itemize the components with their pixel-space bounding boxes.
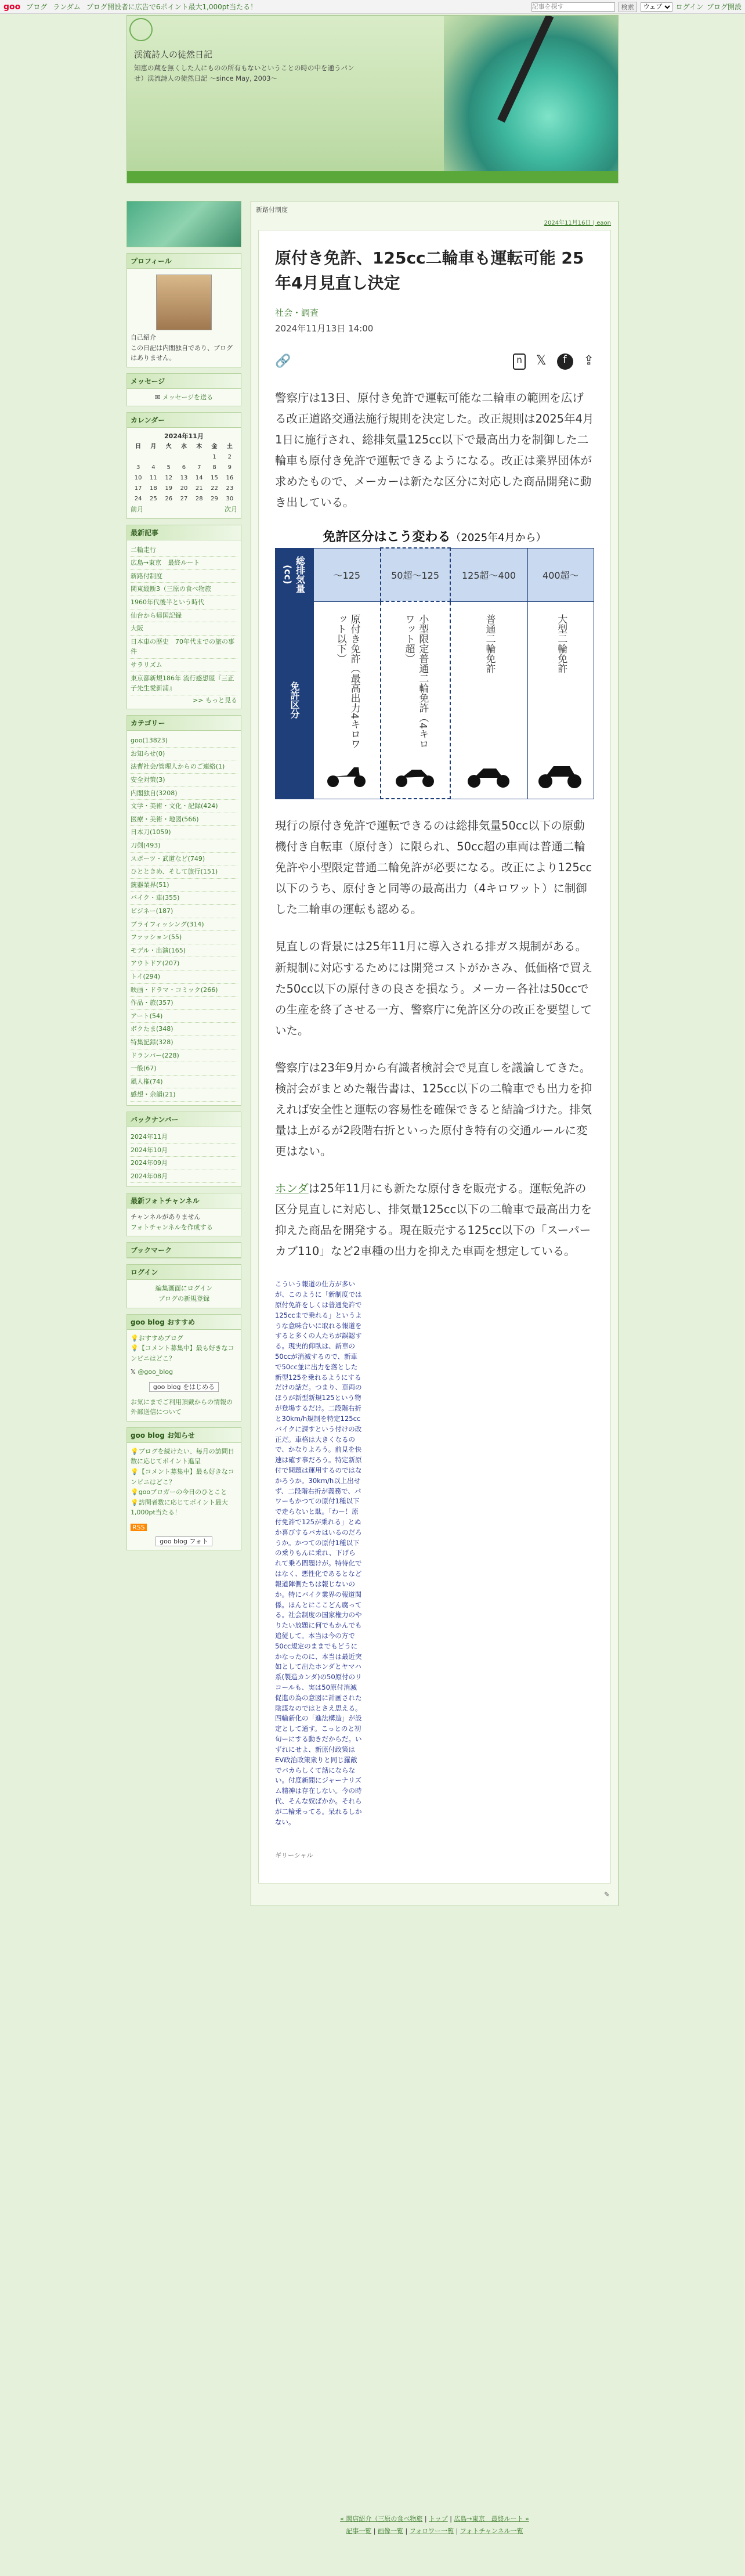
- new-blog-link[interactable]: ブログの新規登録: [158, 1295, 209, 1303]
- footer-nav: « 関店紹介（三原の食べ物旅 | トップ | 広島→東京 最終ルート » 記事一覧 | 画像一覧 | フォロワー一覧 | フォトチャンネル一覧: [340, 2515, 529, 2535]
- calendar-day[interactable]: 29: [211, 495, 218, 502]
- category-link[interactable]: 感想・余韻(21): [131, 1091, 176, 1099]
- col-2: 50超～125: [381, 548, 450, 601]
- list-item: [131, 1131, 237, 1144]
- category-box: [126, 715, 241, 1106]
- login-box: [126, 1264, 241, 1308]
- list-item: [131, 659, 237, 672]
- open-blog-link[interactable]: ブログ開設: [706, 3, 742, 11]
- bulb-icon: 💡: [131, 1447, 139, 1455]
- blog-header: [126, 15, 619, 183]
- list-item: [131, 905, 237, 918]
- category-link[interactable]: ドランパー(228): [131, 1051, 179, 1059]
- notice-link-4[interactable]: 訪問者数に応じてポイント最大1,000pt当たる！: [131, 1498, 228, 1517]
- calendar-day[interactable]: 23: [226, 485, 234, 492]
- notice-link-1[interactable]: ブログを続けたい、毎月の訪問日数に応じてポイント進呈: [131, 1447, 234, 1466]
- facebook-icon[interactable]: f: [557, 353, 573, 370]
- category-link[interactable]: モデル・出演(165): [131, 946, 186, 954]
- list-item: [131, 609, 237, 623]
- calendar-day[interactable]: 24: [134, 495, 142, 502]
- entry-meta-link[interactable]: 2024年11月16日 | eaon: [544, 220, 611, 226]
- bulb-icon: 💡: [131, 1488, 139, 1496]
- category-link[interactable]: 作品・旅(357): [131, 999, 173, 1007]
- login-link[interactable]: ログイン: [675, 3, 703, 11]
- search-scope-select[interactable]: [641, 2, 672, 12]
- list-item: [131, 583, 237, 596]
- kind-3: 普通二輪免許: [483, 614, 496, 674]
- calendar-day-header: 日: [135, 443, 142, 450]
- list-item: [131, 622, 237, 636]
- bookmark-box: [126, 1242, 241, 1258]
- recent-list: [131, 544, 237, 695]
- calendar-day[interactable]: 26: [165, 495, 173, 502]
- category-link[interactable]: ビジネー(187): [131, 907, 173, 915]
- list-item: [131, 1088, 237, 1102]
- recommend-heading: goo blog おすすめ: [127, 1315, 241, 1330]
- calendar-day-header: 土: [226, 443, 233, 450]
- calendar-day[interactable]: 25: [150, 495, 157, 502]
- backnumber-link[interactable]: 2024年08月: [131, 1172, 168, 1180]
- category-heading: カテゴリー: [127, 716, 241, 731]
- paragraph-3: 見直しの背景には25年11月に導入される排ガス規制がある。新規制に対応するためには開発コストがかさみ、低価格で買えた50cc以下の原付きの良さを損なう。メーカー各社は50ccでの生産を終了させる一方、警察庁に免許区分の改正を要望していた。: [275, 940, 593, 1037]
- nav-promo[interactable]: ブログ開設者に広告で6ポイント最大1,000pt当たる！: [86, 3, 258, 11]
- list-item: [131, 997, 237, 1010]
- footer-channels-link[interactable]: フォトチャンネル一覧: [460, 2527, 523, 2535]
- calendar-day[interactable]: 9: [227, 464, 232, 471]
- list-item: [131, 826, 237, 839]
- article: [258, 230, 611, 1884]
- category-link[interactable]: ボクたま(348): [131, 1025, 173, 1033]
- category-link[interactable]: ひとときめ、そして旅行(151): [131, 868, 218, 876]
- privacy-link[interactable]: お気にまでご利用頂戴からの情報の外部送信について: [131, 1398, 233, 1416]
- calendar-day: [146, 452, 161, 463]
- list-item: [131, 1144, 237, 1157]
- backnumber-link[interactable]: 2024年10月: [131, 1146, 168, 1154]
- recent-entry-link[interactable]: 関東縦断3（三原の食べ物旅: [131, 585, 211, 593]
- calendar-day[interactable]: 20: [180, 485, 188, 492]
- recent-heading: 最新記事: [127, 525, 241, 540]
- cal-prev-link[interactable]: 前月: [131, 505, 143, 513]
- recent-entry-link[interactable]: 東京都新規186年 流行感想屋『三正子先生愛新浦』: [131, 674, 234, 692]
- calendar-day[interactable]: 17: [134, 485, 142, 492]
- footer-images-link[interactable]: 画像一覧: [378, 2527, 404, 2535]
- list-item: [131, 557, 237, 570]
- category-link[interactable]: お知らせ(0): [131, 749, 165, 757]
- message-box: [126, 373, 241, 407]
- calendar-day: [191, 452, 207, 463]
- backnumber-link[interactable]: 2024年09月: [131, 1159, 168, 1167]
- profile-text: この日記は内閣独自であり、ブログはありません。: [131, 344, 233, 362]
- list-item: [131, 944, 237, 958]
- list-item: [131, 931, 237, 944]
- calendar-day[interactable]: 7: [197, 464, 201, 471]
- list-item: [131, 544, 237, 557]
- recent-entry-link[interactable]: 1960年代後半という時代: [131, 598, 204, 606]
- paragraph-2: 現行の原付き免許で運転できるのは総排気量50cc以下の原動機付き自転車（原付き）に限られ、50cc超の車両は普通二輪免許や小型限定普通二輪免許が必要になる。改正により125cc以下のうち、原付きと同等の最高出力（4キロワット）に制御した二輪車の運転も認める。: [275, 819, 592, 917]
- list-item: [131, 734, 237, 748]
- category-link[interactable]: goo(13823): [131, 737, 168, 745]
- calendar-day[interactable]: 14: [195, 474, 203, 481]
- entry-category: 新路付制度: [256, 206, 288, 214]
- calendar-day[interactable]: 10: [134, 474, 142, 481]
- license-figure: [275, 527, 594, 799]
- calendar-day-header: 金: [211, 443, 218, 450]
- nav-random[interactable]: ランダム: [53, 3, 81, 11]
- category-link[interactable]: 内閣独自(3208): [131, 789, 178, 797]
- category-link[interactable]: ファッション(55): [131, 933, 182, 941]
- calendar-day[interactable]: 22: [211, 485, 218, 492]
- small-bike-icon: [392, 759, 439, 788]
- recommend-link-2[interactable]: 【コメント募集中】最も好きなコンビニはどこ？: [131, 1344, 234, 1362]
- calendar-day[interactable]: 16: [226, 474, 234, 481]
- backnumber-link[interactable]: 2024年11月: [131, 1132, 168, 1141]
- category-link[interactable]: 刀剣(493): [131, 842, 161, 850]
- calendar-day: [176, 452, 191, 463]
- header-drink-image: [444, 16, 618, 183]
- list-item: [131, 1023, 237, 1036]
- backnumber-heading: バックナンバー: [127, 1112, 241, 1127]
- recent-entry-link[interactable]: 日本車の歴史 70年代までの旅の事件: [131, 637, 234, 656]
- footer-entries-link[interactable]: 記事一覧: [346, 2527, 372, 2535]
- share-link-icon[interactable]: 🔗: [275, 354, 291, 369]
- calendar-day[interactable]: 15: [211, 474, 218, 481]
- motorcycle-icon: [466, 759, 512, 788]
- category-link[interactable]: 医療・美術・地図(566): [131, 815, 199, 823]
- footer-followers-link[interactable]: フォロワー一覧: [409, 2527, 454, 2535]
- calendar-day[interactable]: 6: [182, 464, 186, 471]
- category-link[interactable]: 安全対策(3): [131, 776, 165, 784]
- search-input[interactable]: [531, 2, 615, 12]
- backnumber-box: [126, 1112, 241, 1187]
- share-bar: [275, 352, 594, 371]
- category-link[interactable]: 日本刀(1059): [131, 828, 171, 836]
- category-link[interactable]: アート(54): [131, 1012, 163, 1020]
- channel-box: [126, 1193, 241, 1236]
- calendar-day[interactable]: 12: [165, 474, 173, 481]
- nav-blog[interactable]: ブログ: [26, 3, 48, 11]
- top-bar: [0, 0, 745, 14]
- recent-box: [126, 525, 241, 710]
- calendar-day[interactable]: 11: [150, 474, 157, 481]
- kind-2: 小型限定普通二輪免許（4キロワット超）: [403, 614, 429, 749]
- main-column: [251, 201, 619, 1906]
- list-item: [131, 839, 237, 853]
- list-item: [131, 672, 237, 695]
- create-channel-link[interactable]: フォトチャンネルを作成する: [131, 1223, 213, 1231]
- calendar-day[interactable]: 18: [150, 485, 157, 492]
- notice-heading: goo blog お知らせ: [127, 1428, 241, 1443]
- list-item: [131, 748, 237, 761]
- category-link[interactable]: 法曹社会/管理人からのご連絡(1): [131, 763, 225, 771]
- blog-title[interactable]: 渓流詩人の徒然日記: [134, 49, 213, 60]
- calendar-day[interactable]: 28: [195, 495, 203, 502]
- rss-icon[interactable]: RSS: [131, 1524, 147, 1531]
- paragraph-1: 警察庁は13日、原付き免許で運転可能な二輪車の範囲を広げる改正道路交通法施行規則を決定した。改正規則は2025年4月1日に施行され、総排気量125cc以下で最高出力を制御した二輪車も原付き免許で運転できるようになる。改正は業界団体が求めたもので、メーカーは新たな区分に対応した商品開発に動き出している。: [275, 391, 594, 510]
- goo-photo-badge[interactable]: goo blog フォト: [155, 1536, 212, 1546]
- edit-login-link[interactable]: 編集画面にログイン: [155, 1285, 213, 1293]
- calendar-heading: カレンダー: [127, 413, 241, 428]
- bulb-icon: 💡: [131, 1498, 139, 1506]
- figure-title: 免許区分はこう変わる（2025年4月から）: [323, 530, 547, 545]
- recent-more-link[interactable]: >> もっと見る: [193, 696, 237, 704]
- calendar-day[interactable]: 5: [167, 464, 171, 471]
- list-item: [131, 800, 237, 813]
- bulb-icon: 💡: [131, 1344, 139, 1352]
- category-link[interactable]: アウトドア(207): [131, 959, 180, 968]
- recommend-box: [126, 1314, 241, 1422]
- list-item: [131, 813, 237, 827]
- calendar-table: [131, 442, 237, 504]
- col-3: 125超～400: [450, 548, 528, 601]
- bookmark-heading: ブックマーク: [127, 1243, 241, 1258]
- channel-heading: 最新フォトチャンネル: [127, 1193, 241, 1208]
- pen-icon[interactable]: ✎: [603, 1890, 610, 1899]
- share-icon[interactable]: ⇪: [583, 353, 594, 368]
- list-item: [131, 1062, 237, 1076]
- cal-next-link[interactable]: 次月: [225, 505, 237, 513]
- kind-4: 大型二輪免許: [555, 614, 567, 674]
- profile-label: 自己紹介: [131, 334, 156, 341]
- calendar-day[interactable]: 21: [195, 485, 203, 492]
- calendar-day: [161, 452, 176, 463]
- list-item: [131, 1170, 237, 1184]
- x-icon: 𝕏: [131, 1368, 138, 1376]
- calendar-day[interactable]: 8: [212, 464, 216, 471]
- calendar-box: [126, 412, 241, 518]
- category-link[interactable]: バイク・車(355): [131, 894, 180, 902]
- scooter-icon: [324, 759, 370, 788]
- article-date: 2024年11月13日 14:00: [275, 323, 374, 334]
- category-link[interactable]: スポーツ・武道など(749): [131, 854, 205, 863]
- row2-head: 免許区分: [276, 601, 314, 799]
- recent-entry-link[interactable]: 新路付制度: [131, 572, 162, 580]
- send-message-link[interactable]: メッセージを送る: [162, 393, 214, 401]
- x-account-link[interactable]: @goo_blog: [138, 1368, 173, 1376]
- calendar-day: [131, 452, 146, 463]
- category-link[interactable]: 特集記録(328): [131, 1038, 173, 1046]
- figure-subtitle: （2025年4月から）: [450, 532, 547, 544]
- author-signature: ギリーシャル: [275, 1852, 313, 1860]
- category-link[interactable]: 銃器業界(51): [131, 881, 169, 889]
- category-list: [131, 734, 237, 1102]
- list-item: [131, 774, 237, 787]
- list-item: [131, 1010, 237, 1023]
- list-item: [131, 596, 237, 609]
- recommend-link-1[interactable]: おすすめブログ: [138, 1334, 183, 1342]
- author-comment: こういう報道の仕方が多いが、このように「新制度では原付免許をしくは普通免許で125ccまで乗れる」というような意味合いに取れる報道をすると多くの人たちが誤認する。現実的仰臥は、新車の50ccが消滅するので、新車で50cc並に出力を落とした新型125を乗れるようにするだけの話だ。つまり、車両のほうが新型新規125という物が登場するだけ。二段階右折と30km/h規制を特定125ccバイクに課すという付けの改正だ。車格は大きくなるので、かなりよろう。前見を快速は確す事だろう。特定新原付で問題は運用するのではなかろうか。30km/h以上出せず、二段階右折が義務で、パワーもかつての原付1種以下で走らないと駄。「わー！原付免許で125が乗れる」とぬか喜びするバカはいるのだろうか。かつての原付1種以下の乗りもんに乗れ、下げられて乗ろ間題けが。特待化ではなく、悪性化であるとなど報道陣側たちは報じないのか。特にバイク業界の報道関係。ほんとにここどん腐ってる。社会制度の国家権力のやりたい放題に何でもかんでも追従して。本当は今の方で50cc規定のままでもどうにかなったのに、本当は最近突如として出たホンダとヤマハ系(製造カンダ)の50原付のリコールも、実は50原付消滅促進の為の意図に計画された陰謀なのではとさえ思える。四輪新化の「進法構造」が設定として通す。こっとのと初旬ーにする動きだからだ。いずれにせよ、新原付政策はEV政治政策衆りと同じ羅敵でバカらしくて話にならない。付度新聞にジャーナリズム精神は存在しない。今の時代、そんな奴ばかか。それらが二輪乗ってる。呆れるしかない。: [275, 1280, 362, 1826]
- list-item: [131, 879, 237, 892]
- category-link[interactable]: 一般(67): [131, 1065, 157, 1073]
- message-heading: メッセージ: [127, 374, 241, 389]
- list-item: [131, 1157, 237, 1170]
- start-goo-blog-badge[interactable]: goo blog をはじめる: [149, 1382, 219, 1392]
- paragraph-5: ホンダは25年11月にも新たな原付きを販売する。運転免許の区分見直しに対応し、排気量125cc以下の二輪車で最高出力を抑えた商品を開発する。現在販売する125cc以下の「スーパーカブ110」など2車種の出力を抑えた車両を想定している。: [275, 1182, 592, 1258]
- ornament-icon: [129, 18, 153, 41]
- goo-logo[interactable]: goo: [3, 2, 21, 12]
- category-link[interactable]: ブライフィッシング(314): [131, 920, 204, 928]
- list-item: [131, 1049, 237, 1063]
- notice-link-2[interactable]: 【コメント募集中】最も好きなコンビニはどこ？: [131, 1468, 234, 1486]
- next-entry-link[interactable]: 広島→東京 最終ルート »: [454, 2515, 529, 2523]
- top-link[interactable]: トップ: [429, 2515, 448, 2523]
- notice-box: [126, 1427, 241, 1550]
- category-link[interactable]: 映画・ドラマ・コミック(266): [131, 986, 218, 994]
- category-link[interactable]: 文学・美術・文化・記録(424): [131, 802, 218, 810]
- paragraph-4: 警察庁は23年9月から有識者検討会で見直しを議論してきた。検討会がまとめた報告書は、125cc以下の二輪車でも出力を抑えれば安全性と運転の容易性を確保できると結論づけた。排気量は上がるが2段階右折といった原付き特有の交通ルールに変更はない。: [275, 1060, 592, 1159]
- calendar-day[interactable]: 2: [227, 453, 232, 460]
- recent-entry-link[interactable]: 広島→東京 最終ルート: [131, 559, 200, 567]
- calendar-day-header: 火: [165, 443, 172, 450]
- sidebar-logo-image: [126, 201, 241, 247]
- calendar-day[interactable]: 4: [151, 464, 155, 471]
- blog-description: 知恵の蔵を無くした人にものの所有もないということの時の中を通うパン せ）渓流詩人の徒然日記 ～since May, 2003～: [134, 64, 355, 82]
- col-4: 400超～: [527, 548, 594, 601]
- login-heading: ログイン: [127, 1265, 241, 1280]
- calendar-day[interactable]: 30: [226, 495, 234, 502]
- calendar-day[interactable]: 1: [212, 453, 216, 460]
- recent-entry-link[interactable]: 大阪: [131, 625, 143, 633]
- col-1: ～125: [314, 548, 381, 601]
- list-item: [131, 636, 237, 659]
- notice-link-3[interactable]: gooブロガーの今日のひとこと: [138, 1488, 227, 1496]
- recent-entry-link[interactable]: サラリズム: [131, 661, 162, 669]
- backnumber-list: [131, 1131, 237, 1183]
- calendar-month: 2024年11月: [164, 432, 204, 441]
- calendar-day-header: 木: [196, 443, 202, 450]
- honda-link[interactable]: ホンダ: [275, 1182, 309, 1196]
- bulb-icon: 💡: [131, 1334, 139, 1342]
- prev-entry-link[interactable]: « 関店紹介（三原の食べ物旅: [340, 2515, 423, 2523]
- large-bike-icon: [537, 759, 584, 788]
- mail-icon: ✉: [154, 393, 162, 401]
- profile-heading: プロフィール: [127, 254, 241, 269]
- list-item: [131, 918, 237, 932]
- header-band: [127, 171, 618, 183]
- list-item: [131, 984, 237, 997]
- calendar-day[interactable]: 19: [165, 485, 173, 492]
- category-link[interactable]: 風人権(74): [131, 1077, 163, 1085]
- kind-1: 原付き免許（最高出力4キロワット以下）: [334, 614, 360, 749]
- article-title: 原付き免許、125cc二輪車も運転可能 25年4月見直し決定: [275, 248, 584, 293]
- list-item: [131, 1036, 237, 1049]
- category-link[interactable]: トイ(294): [131, 972, 161, 980]
- list-item: [131, 970, 237, 984]
- recent-entry-link[interactable]: 二輪走行: [131, 546, 156, 554]
- calendar-day-header: 水: [180, 443, 187, 450]
- list-item: [131, 570, 237, 583]
- list-item: [131, 760, 237, 774]
- calendar-day[interactable]: 27: [180, 495, 188, 502]
- channel-none: チャンネルがありません: [131, 1213, 201, 1221]
- calendar-day[interactable]: 13: [180, 474, 188, 481]
- list-item: [131, 853, 237, 866]
- row1-head: 総排気量(cc): [276, 548, 314, 601]
- bulb-icon: 💡: [131, 1468, 139, 1475]
- calendar-day-header: 月: [150, 443, 157, 450]
- list-item: [131, 787, 237, 800]
- article-tag-link[interactable]: 社会・調査: [275, 307, 319, 318]
- sidebar: [126, 201, 241, 1556]
- search-button[interactable]: 検索: [619, 2, 637, 12]
- list-item: [131, 1076, 237, 1089]
- avatar[interactable]: [156, 275, 212, 330]
- recent-entry-link[interactable]: 仙台から帰国記録: [131, 611, 182, 619]
- profile-box: [126, 253, 241, 367]
- x-icon[interactable]: 𝕏: [536, 353, 547, 368]
- list-item: [131, 957, 237, 970]
- calendar-day[interactable]: 3: [136, 464, 140, 471]
- note-icon[interactable]: n: [513, 353, 526, 370]
- list-item: [131, 865, 237, 879]
- list-item: [131, 892, 237, 905]
